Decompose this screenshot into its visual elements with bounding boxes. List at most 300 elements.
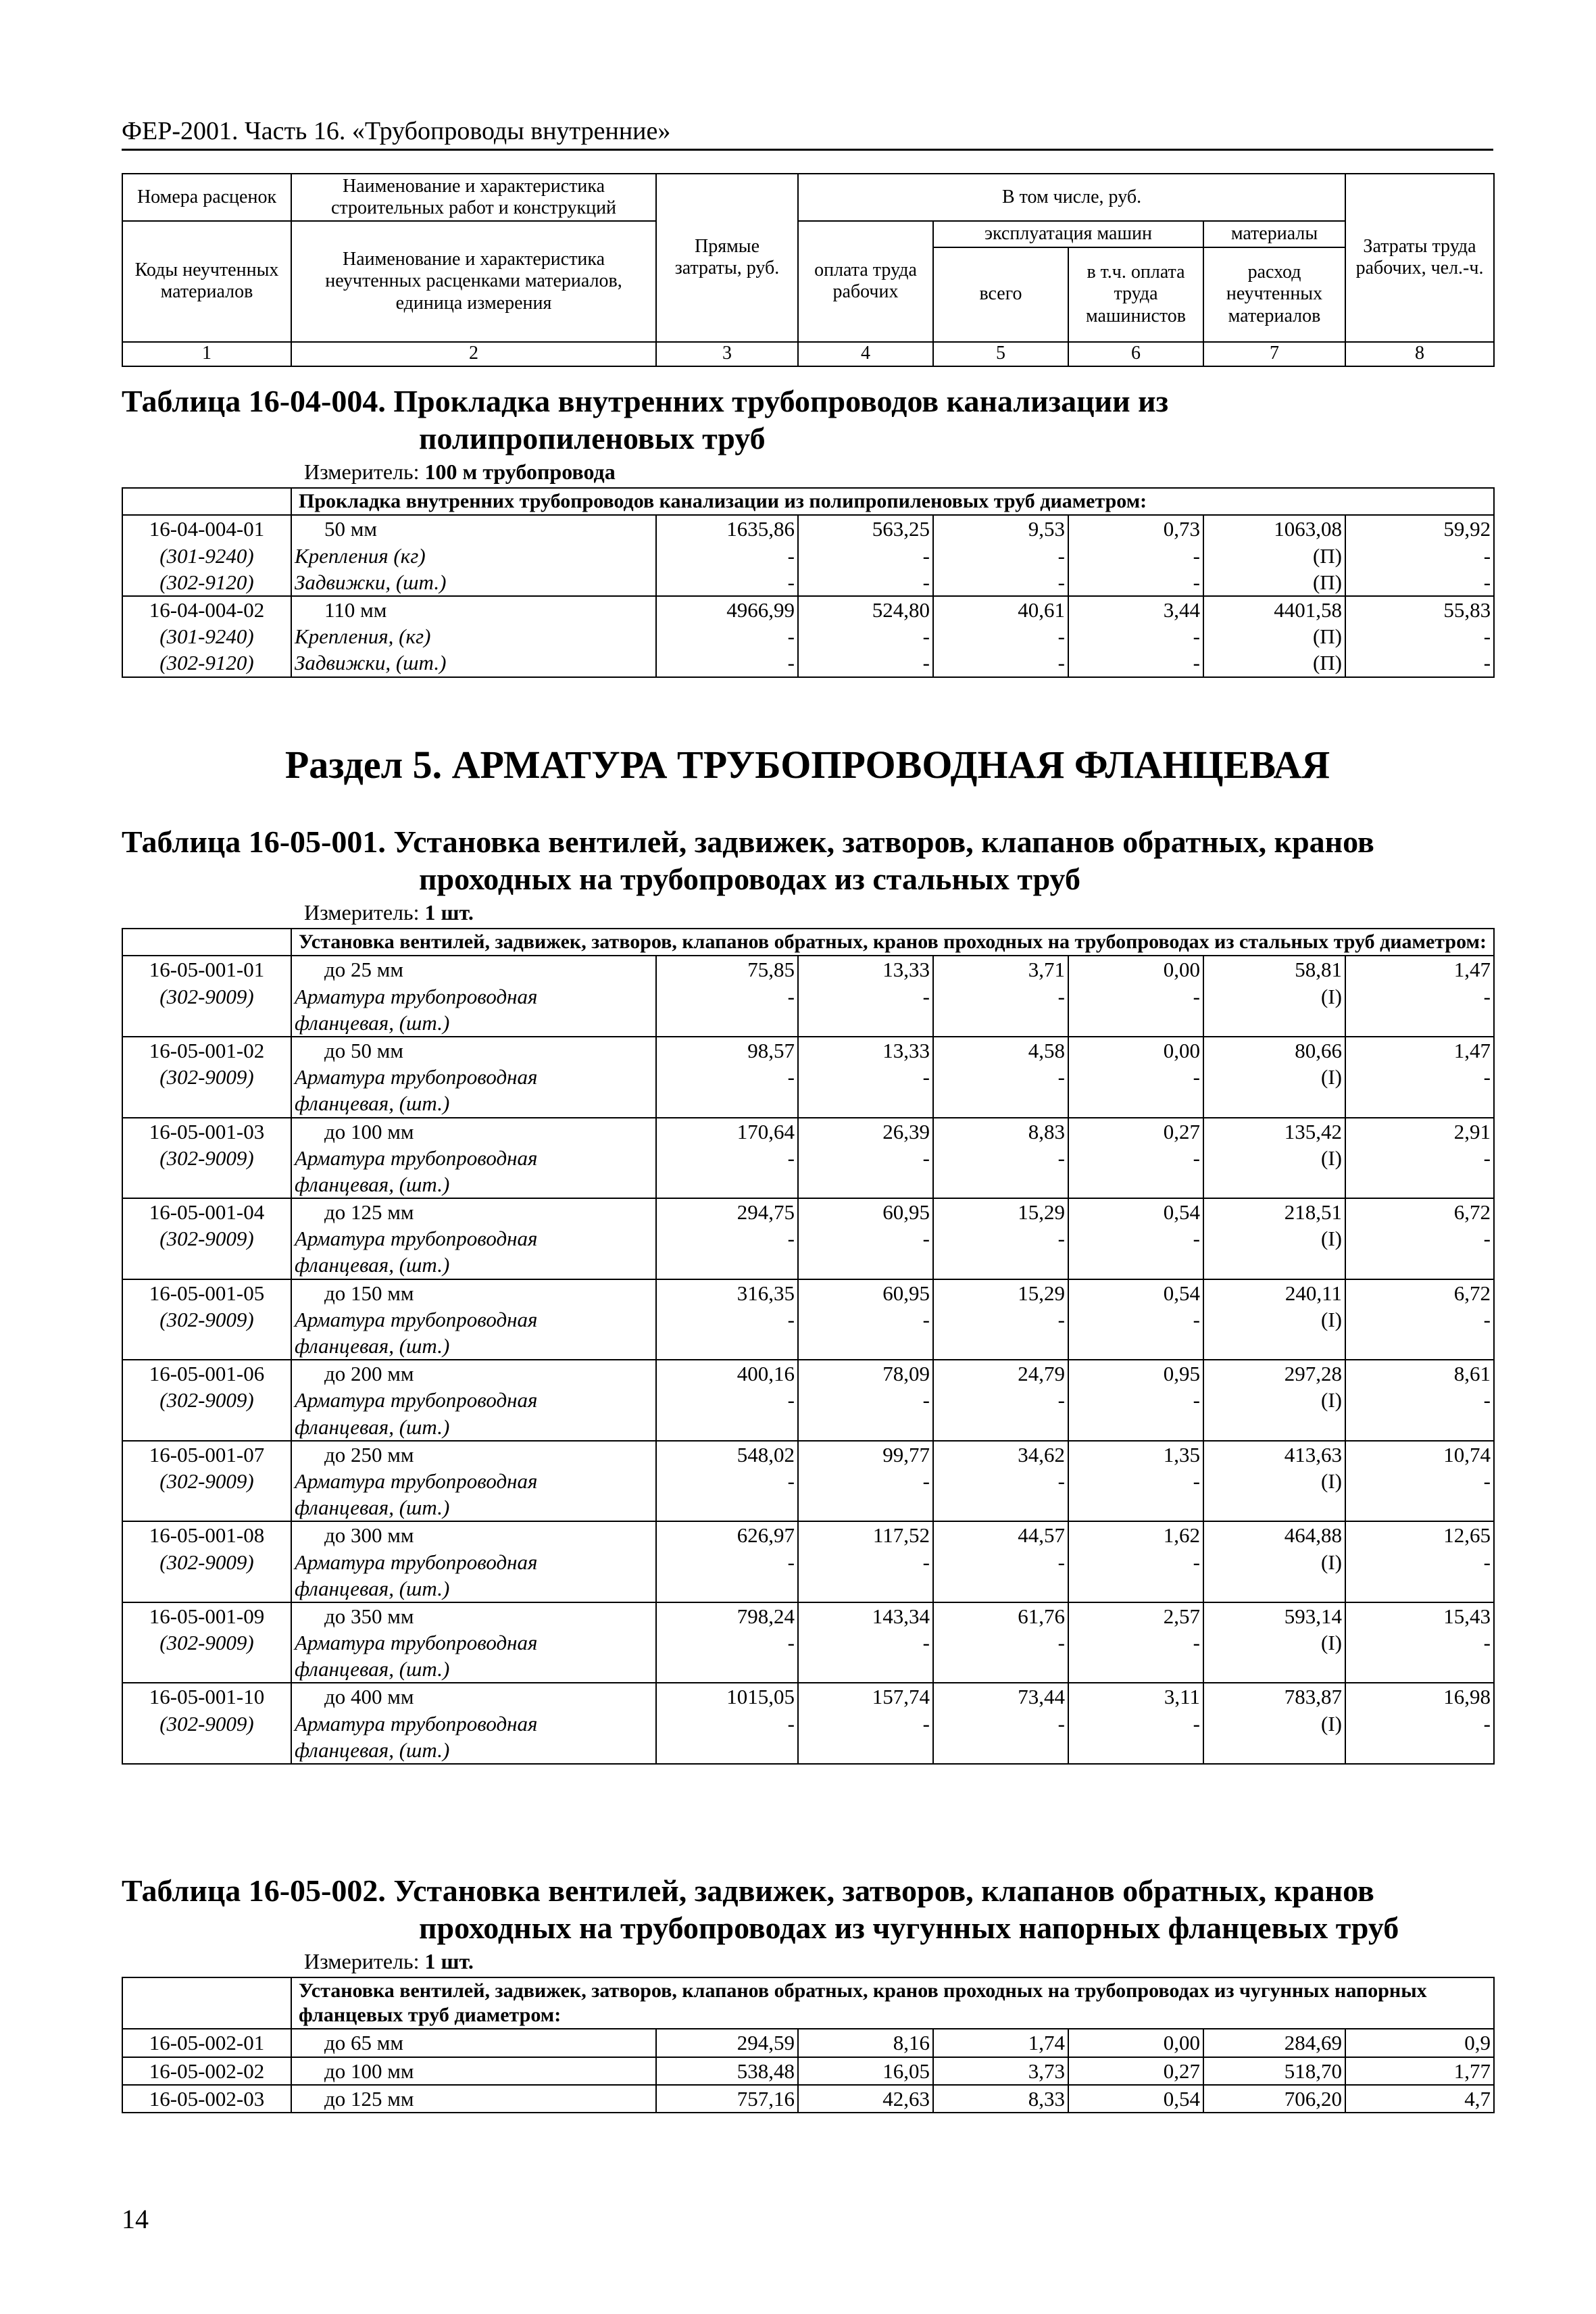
empty-cell [1068, 1252, 1203, 1279]
value-cell: 593,14 [1203, 1602, 1345, 1629]
value-cell: 548,02 [656, 1441, 798, 1468]
value-cell: (I) [1203, 1306, 1345, 1333]
table-row [122, 983, 1494, 1010]
empty-cell [122, 1252, 291, 1279]
value-cell: 8,83 [933, 1118, 1068, 1145]
value-cell: - [656, 649, 798, 676]
table-row [122, 1683, 1494, 1710]
empty-cell [798, 1010, 933, 1037]
value-cell: - [1068, 1306, 1203, 1333]
material-name: фланцевая, (шт.) [291, 1575, 656, 1602]
value-cell: 0,54 [1068, 1279, 1203, 1306]
col-num: 3 [656, 342, 798, 366]
value-cell: (П) [1203, 543, 1345, 569]
caption-spacer [122, 929, 291, 956]
table-row [122, 1037, 1494, 1064]
table-row [122, 2057, 1494, 2085]
table-row [122, 515, 1494, 542]
rate-code: (301-9240) [122, 623, 291, 649]
rate-name: 50 мм [291, 515, 656, 542]
table-label: Таблица 16-04-004. [122, 384, 386, 418]
empty-cell [1345, 1414, 1494, 1441]
material-name: Арматура трубопроводная [291, 1145, 656, 1171]
rate-code: 16-04-004-01 [122, 515, 291, 542]
value-cell: - [1345, 1145, 1494, 1171]
measure-value: 1 шт. [424, 900, 474, 925]
table-title-line1: Установка вентилей, задвижек, затворов, клапанов обратных, кранов [393, 1873, 1374, 1908]
table-row [122, 1387, 1494, 1413]
value-cell: 0,00 [1068, 1037, 1203, 1064]
value-cell: 1063,08 [1203, 515, 1345, 542]
value-cell: - [1345, 1064, 1494, 1090]
table-row [122, 623, 1494, 649]
empty-cell [1203, 1171, 1345, 1198]
material-name: Арматура трубопроводная [291, 1629, 656, 1656]
rates-table [122, 928, 1495, 1765]
value-cell: - [798, 1710, 933, 1737]
empty-cell [798, 1656, 933, 1683]
table-caption: Прокладка внутренних трубопроводов канализации из полипропиленовых труб диаметром: [291, 488, 1494, 515]
value-cell: - [656, 1306, 798, 1333]
col-num: 8 [1345, 342, 1494, 366]
value-cell: 524,80 [798, 596, 933, 623]
rates-table [122, 1977, 1495, 2113]
measure-unit [122, 900, 1493, 925]
empty-cell [656, 1575, 798, 1602]
col-material-use: расход неучтенных материалов [1203, 247, 1345, 342]
rate-name: до 200 мм [291, 1360, 656, 1387]
empty-cell [798, 1575, 933, 1602]
material-code: (302-9009) [122, 1145, 291, 1171]
table-row [122, 596, 1494, 623]
empty-cell [1345, 1737, 1494, 1764]
material-code: (302-9009) [122, 1225, 291, 1252]
rate-code: 16-05-001-06 [122, 1360, 291, 1387]
empty-cell [798, 1414, 933, 1441]
empty-cell [122, 1010, 291, 1037]
value-cell: - [798, 649, 933, 676]
col-direct-costs: Прямые затраты, руб. [656, 174, 798, 342]
material-name: фланцевая, (шт.) [291, 1494, 656, 1521]
material-name: Арматура трубопроводная [291, 1387, 656, 1413]
value-cell: (I) [1203, 1064, 1345, 1090]
empty-cell [122, 1656, 291, 1683]
value-cell: 0,00 [1068, 956, 1203, 983]
value-cell: 16,98 [1345, 1683, 1494, 1710]
caption-row [122, 929, 1494, 956]
value-cell: 15,29 [933, 1279, 1068, 1306]
material-name: фланцевая, (шт.) [291, 1252, 656, 1279]
value-cell: 4,58 [933, 1037, 1068, 1064]
value-cell: 0,00 [1068, 2029, 1203, 2057]
value-cell: - [933, 1710, 1068, 1737]
table-title-line2: проходных на трубопроводах из чугунных напорных фланцевых труб [419, 1911, 1399, 1946]
value-cell: 1,47 [1345, 956, 1494, 983]
table-caption: Установка вентилей, задвижек, затворов, клапанов обратных, кранов проходных на трубопроводах из чугунных напорных фланцевых труб диаметром: [291, 1977, 1494, 2029]
measure-label: Измеритель: [304, 460, 420, 485]
value-cell: 757,16 [656, 2085, 798, 2113]
material-name: фланцевая, (шт.) [291, 1010, 656, 1037]
value-cell: 0,9 [1345, 2029, 1494, 2057]
empty-cell [933, 1090, 1068, 1117]
value-cell: 1635,86 [656, 515, 798, 542]
value-cell: (П) [1203, 569, 1345, 596]
value-cell: 297,28 [1203, 1360, 1345, 1387]
col-work-name: Наименование и характеристика строительных работ и конструкций [291, 174, 656, 221]
value-cell: 240,11 [1203, 1279, 1345, 1306]
rate-name: до 350 мм [291, 1602, 656, 1629]
empty-cell [656, 1737, 798, 1764]
value-cell: - [656, 569, 798, 596]
rate-name: 110 мм [291, 596, 656, 623]
measure-label: Измеритель: [304, 900, 420, 925]
value-cell: 400,16 [656, 1360, 798, 1387]
rate-name: до 100 мм [291, 1118, 656, 1145]
value-cell: - [1068, 623, 1203, 649]
col-num: 7 [1203, 342, 1345, 366]
measure-value: 1 шт. [424, 1949, 474, 1974]
value-cell: 464,88 [1203, 1521, 1345, 1548]
section-title: Раздел 5. АРМАТУРА ТРУБОПРОВОДНАЯ ФЛАНЦЕВАЯ [284, 743, 1330, 787]
empty-cell [933, 1010, 1068, 1037]
value-cell: 218,51 [1203, 1198, 1345, 1225]
value-cell: 3,71 [933, 956, 1068, 983]
value-cell: 9,53 [933, 515, 1068, 542]
rates-table [122, 487, 1495, 677]
value-cell: - [656, 1710, 798, 1737]
empty-cell [1203, 1252, 1345, 1279]
material-name: Арматура трубопроводная [291, 1225, 656, 1252]
empty-cell [656, 1010, 798, 1037]
value-cell: - [656, 543, 798, 569]
value-cell: 59,92 [1345, 515, 1494, 542]
value-cell: - [1345, 1468, 1494, 1494]
rate-name: до 150 мм [291, 1279, 656, 1306]
value-cell: 413,63 [1203, 1441, 1345, 1468]
rate-code: 16-05-001-04 [122, 1198, 291, 1225]
value-cell: - [798, 1387, 933, 1413]
value-cell: 13,33 [798, 1037, 933, 1064]
table-title-line2: проходных на трубопроводах из стальных труб [419, 862, 1080, 897]
value-cell: - [933, 1387, 1068, 1413]
value-cell: - [656, 1145, 798, 1171]
value-cell: 73,44 [933, 1683, 1068, 1710]
table-row [122, 1414, 1494, 1441]
empty-cell [798, 1171, 933, 1198]
empty-cell [933, 1575, 1068, 1602]
rate-name: до 400 мм [291, 1683, 656, 1710]
col-material-name: Наименование и характеристика неучтенных расценками материалов, единица измерения [291, 221, 656, 341]
value-cell: - [656, 1629, 798, 1656]
rate-code: 16-05-002-03 [122, 2085, 291, 2113]
value-cell: - [1068, 543, 1203, 569]
value-cell: (I) [1203, 1629, 1345, 1656]
value-cell: (I) [1203, 1387, 1345, 1413]
empty-cell [1345, 1656, 1494, 1683]
empty-cell [1345, 1333, 1494, 1360]
table-row [122, 956, 1494, 983]
table-row [122, 569, 1494, 596]
value-cell: - [933, 1064, 1068, 1090]
value-cell: 78,09 [798, 1360, 933, 1387]
value-cell: - [933, 983, 1068, 1010]
value-cell: - [1068, 1387, 1203, 1413]
empty-cell [122, 1575, 291, 1602]
material-name: фланцевая, (шт.) [291, 1171, 656, 1198]
table-16-05-002 [122, 1872, 1493, 2113]
value-cell: 58,81 [1203, 956, 1345, 983]
value-cell: 0,73 [1068, 515, 1203, 542]
material-code: (302-9009) [122, 1710, 291, 1737]
material-code: (302-9009) [122, 1629, 291, 1656]
rate-code: (302-9120) [122, 649, 291, 676]
table-16-05-001 [122, 823, 1493, 1765]
table-row [122, 1252, 1494, 1279]
empty-cell [798, 1333, 933, 1360]
value-cell: 10,74 [1345, 1441, 1494, 1468]
value-cell: - [1345, 623, 1494, 649]
empty-cell [1203, 1494, 1345, 1521]
material-code: (302-9009) [122, 1387, 291, 1413]
value-cell: - [933, 543, 1068, 569]
col-wages: оплата труда рабочих [798, 221, 933, 341]
caption-spacer [122, 1977, 291, 2029]
rate-code: 16-05-001-07 [122, 1441, 291, 1468]
value-cell: - [798, 543, 933, 569]
rate-code: 16-05-002-01 [122, 2029, 291, 2057]
value-cell: 143,34 [798, 1602, 933, 1629]
value-cell: - [798, 569, 933, 596]
value-cell: (I) [1203, 1145, 1345, 1171]
rate-code: 16-05-002-02 [122, 2057, 291, 2085]
value-cell: - [1345, 569, 1494, 596]
table-16-04-004 [122, 383, 1493, 678]
material-name: фланцевая, (шт.) [291, 1656, 656, 1683]
value-cell: 157,74 [798, 1683, 933, 1710]
empty-cell [656, 1252, 798, 1279]
value-cell: 117,52 [798, 1521, 933, 1548]
value-cell: 26,39 [798, 1118, 933, 1145]
empty-cell [1203, 1333, 1345, 1360]
value-cell: (I) [1203, 1710, 1345, 1737]
value-cell: 1,47 [1345, 1037, 1494, 1064]
value-cell: (I) [1203, 983, 1345, 1010]
page-number: 14 [122, 2204, 149, 2234]
value-cell: 24,79 [933, 1360, 1068, 1387]
table-row [122, 1333, 1494, 1360]
value-cell: - [933, 1549, 1068, 1575]
table-row [122, 1468, 1494, 1494]
value-cell: - [1068, 1468, 1203, 1494]
col-num: 1 [122, 342, 291, 366]
material-name: Арматура трубопроводная [291, 1549, 656, 1575]
measure-value: 100 м трубопровода [424, 460, 616, 485]
value-cell: - [1068, 1225, 1203, 1252]
empty-cell [798, 1494, 933, 1521]
value-cell: - [656, 1387, 798, 1413]
rate-code: 16-05-001-08 [122, 1521, 291, 1548]
value-cell: 170,64 [656, 1118, 798, 1145]
table-row [122, 1710, 1494, 1737]
value-cell: 4966,99 [656, 596, 798, 623]
empty-cell [933, 1171, 1068, 1198]
empty-cell [933, 1333, 1068, 1360]
value-cell: 6,72 [1345, 1279, 1494, 1306]
rate-name: до 65 мм [291, 2029, 656, 2057]
value-cell: 6,72 [1345, 1198, 1494, 1225]
empty-cell [1068, 1333, 1203, 1360]
value-cell: - [1068, 649, 1203, 676]
caption-row [122, 488, 1494, 515]
table-label: Таблица 16-05-001. [122, 824, 386, 859]
empty-cell [933, 1656, 1068, 1683]
caption-spacer [122, 488, 291, 515]
empty-cell [1345, 1171, 1494, 1198]
table-row [122, 1090, 1494, 1117]
material-name: Арматура трубопроводная [291, 1064, 656, 1090]
value-cell: - [1345, 983, 1494, 1010]
value-cell: (I) [1203, 1225, 1345, 1252]
table-row [122, 1656, 1494, 1683]
empty-cell [122, 1494, 291, 1521]
empty-cell [1203, 1010, 1345, 1037]
value-cell: - [656, 1468, 798, 1494]
col-num: 2 [291, 342, 656, 366]
table-row [122, 1145, 1494, 1171]
rate-name: Крепления (кг) [291, 543, 656, 569]
table-row [122, 1360, 1494, 1387]
value-cell: 8,61 [1345, 1360, 1494, 1387]
value-cell: (П) [1203, 649, 1345, 676]
value-cell: 61,76 [933, 1602, 1068, 1629]
value-cell: - [656, 1225, 798, 1252]
empty-cell [1345, 1494, 1494, 1521]
empty-cell [1345, 1010, 1494, 1037]
value-cell: 60,95 [798, 1279, 933, 1306]
value-cell: - [1345, 1710, 1494, 1737]
empty-cell [798, 1252, 933, 1279]
empty-cell [933, 1737, 1068, 1764]
value-cell: - [1345, 649, 1494, 676]
table-title-line2: полипропиленовых труб [419, 421, 766, 456]
value-cell: 34,62 [933, 1441, 1068, 1468]
value-cell: 135,42 [1203, 1118, 1345, 1145]
value-cell: - [656, 1064, 798, 1090]
material-name: фланцевая, (шт.) [291, 1333, 656, 1360]
value-cell: - [798, 1306, 933, 1333]
value-cell: - [1345, 1549, 1494, 1575]
empty-cell [1203, 1737, 1345, 1764]
value-cell: 1,77 [1345, 2057, 1494, 2085]
col-machines: эксплуатация машин [933, 221, 1203, 247]
value-cell: 13,33 [798, 956, 933, 983]
table-row [122, 1521, 1494, 1548]
value-cell: 1,74 [933, 2029, 1068, 2057]
value-cell: - [798, 983, 933, 1010]
table-row [122, 1629, 1494, 1656]
value-cell: 294,59 [656, 2029, 798, 2057]
col-rate-number: Номера расценок [122, 174, 291, 221]
col-materials: материалы [1203, 221, 1345, 247]
rate-code: 16-05-001-05 [122, 1279, 291, 1306]
value-cell: 42,63 [798, 2085, 933, 2113]
value-cell: 3,44 [1068, 596, 1203, 623]
material-name: Арматура трубопроводная [291, 983, 656, 1010]
table-row [122, 1118, 1494, 1145]
empty-cell [122, 1737, 291, 1764]
rate-code: 16-05-001-09 [122, 1602, 291, 1629]
value-cell: - [798, 623, 933, 649]
empty-cell [656, 1414, 798, 1441]
value-cell: - [1345, 1387, 1494, 1413]
empty-cell [122, 1090, 291, 1117]
rate-name: до 100 мм [291, 2057, 656, 2085]
rate-code: 16-04-004-02 [122, 596, 291, 623]
value-cell: - [933, 623, 1068, 649]
value-cell: 563,25 [798, 515, 933, 542]
empty-cell [656, 1090, 798, 1117]
value-cell: - [1068, 1145, 1203, 1171]
value-cell: (П) [1203, 623, 1345, 649]
value-cell: 98,57 [656, 1037, 798, 1064]
value-cell: - [1068, 1064, 1203, 1090]
value-cell: - [1345, 543, 1494, 569]
table-title [122, 823, 1493, 897]
value-cell: - [1068, 1549, 1203, 1575]
material-name: Арматура трубопроводная [291, 1710, 656, 1737]
empty-cell [1203, 1656, 1345, 1683]
value-cell: - [798, 1549, 933, 1575]
empty-cell [656, 1494, 798, 1521]
value-cell: (I) [1203, 1549, 1345, 1575]
value-cell: 798,24 [656, 1602, 798, 1629]
table-row [122, 1549, 1494, 1575]
col-machines-total: всего [933, 247, 1068, 342]
table-row [122, 1279, 1494, 1306]
value-cell: 4401,58 [1203, 596, 1345, 623]
value-cell: - [798, 1145, 933, 1171]
table-row [122, 1225, 1494, 1252]
material-code: (302-9009) [122, 1468, 291, 1494]
value-cell: 75,85 [656, 956, 798, 983]
material-name: фланцевая, (шт.) [291, 1090, 656, 1117]
value-cell: 8,33 [933, 2085, 1068, 2113]
value-cell: 0,27 [1068, 2057, 1203, 2085]
empty-cell [1068, 1414, 1203, 1441]
empty-cell [1068, 1737, 1203, 1764]
rate-name: до 125 мм [291, 1198, 656, 1225]
rate-name: до 125 мм [291, 2085, 656, 2113]
value-cell: 0,54 [1068, 2085, 1203, 2113]
value-cell: 0,54 [1068, 1198, 1203, 1225]
table-row [122, 1198, 1494, 1225]
value-cell: 0,95 [1068, 1360, 1203, 1387]
value-cell: 60,95 [798, 1198, 933, 1225]
col-labor: Затраты труда рабочих, чел.-ч. [1345, 174, 1494, 342]
value-cell: - [1068, 1629, 1203, 1656]
measure-unit [122, 1949, 1493, 1974]
empty-cell [1068, 1090, 1203, 1117]
col-machinist-wages: в т.ч. оплата труда машинистов [1068, 247, 1203, 342]
empty-cell [1203, 1414, 1345, 1441]
running-head: ФЕР-2001. Часть 16. «Трубопроводы внутренние» [122, 117, 671, 145]
caption-row [122, 1977, 1494, 2029]
table-caption: Установка вентилей, задвижек, затворов, клапанов обратных, кранов проходных на трубопроводах из стальных труб диаметром: [291, 929, 1494, 956]
value-cell: - [1345, 1306, 1494, 1333]
empty-cell [656, 1656, 798, 1683]
material-code: (302-9009) [122, 1306, 291, 1333]
rate-name: Задвижки, (шт.) [291, 649, 656, 676]
